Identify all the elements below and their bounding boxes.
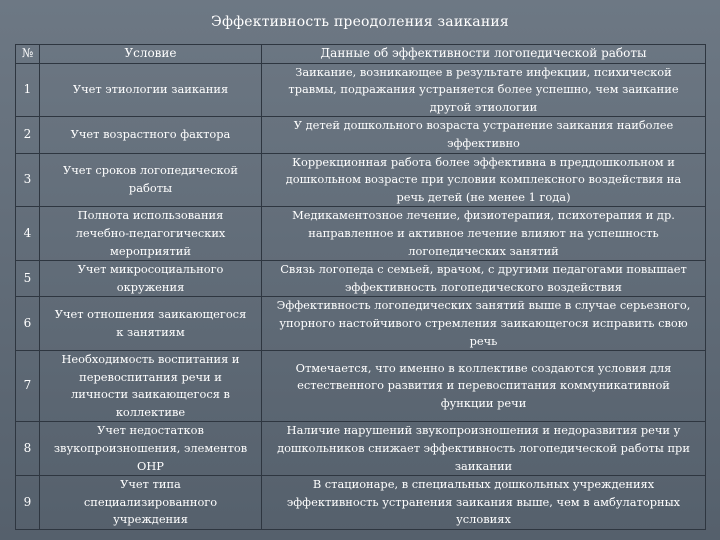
effectiveness-line: Эффективность логопедических занятий выше в случае серьезного, bbox=[276, 298, 691, 313]
effectiveness-line: эффективность логопедического воздействия bbox=[345, 279, 622, 294]
table-row bbox=[16, 153, 706, 207]
condition-line: Полнота использования bbox=[77, 208, 224, 223]
condition-line: перевоспитания речи и bbox=[79, 369, 222, 384]
effectiveness-line: естественного развития и перевоспитания коммуникативной bbox=[297, 378, 670, 393]
header-data: Данные об эффективности логопедической работы bbox=[262, 45, 706, 64]
condition-line: Учет возрастного фактора bbox=[70, 127, 231, 142]
effectiveness-line: речь детей (не менее 1 года) bbox=[396, 189, 571, 204]
row-number: 8 bbox=[16, 422, 40, 476]
effectiveness-line: логопедических занятий bbox=[408, 243, 559, 258]
condition-line: Учет типа bbox=[120, 477, 181, 492]
page-title: Эффективность преодоления заикания bbox=[211, 14, 509, 30]
effectiveness-cell bbox=[262, 351, 706, 422]
condition-line: работы bbox=[128, 180, 173, 195]
condition-line: Учет сроков логопедической bbox=[62, 163, 239, 178]
condition-cell bbox=[40, 261, 262, 297]
condition-line: учреждения bbox=[113, 512, 188, 527]
table-row bbox=[16, 351, 706, 422]
effectiveness-line: упорного настойчивого стремления заикающегося исправить свою bbox=[279, 315, 688, 330]
effectiveness-cell bbox=[262, 297, 706, 351]
effectiveness-line: Коррекционная работа более эффективна в преддошкольном и bbox=[292, 154, 675, 169]
condition-line: Учет отношения заикающегося bbox=[54, 307, 247, 322]
condition-cell bbox=[40, 207, 262, 261]
effectiveness-cell bbox=[262, 153, 706, 207]
condition-line: Учет этиологии заикания bbox=[72, 82, 229, 97]
row-number: 2 bbox=[16, 117, 40, 153]
condition-line: специализированного bbox=[83, 494, 218, 509]
table-header-row bbox=[16, 45, 706, 64]
row-number: 6 bbox=[16, 297, 40, 351]
effectiveness-line: эффективность устранения заикания выше, чем в амбулаторных bbox=[286, 494, 681, 509]
effectiveness-line: другой этиологии bbox=[429, 99, 538, 114]
effectiveness-cell bbox=[262, 261, 706, 297]
table-row bbox=[16, 207, 706, 261]
effectiveness-line: Заикание, возникающее в результате инфекции, психической bbox=[295, 64, 672, 79]
condition-line: Необходимость воспитания и bbox=[61, 352, 240, 367]
effectiveness-table bbox=[15, 44, 706, 530]
effectiveness-cell bbox=[262, 207, 706, 261]
condition-cell bbox=[40, 63, 262, 117]
effectiveness-cell bbox=[262, 476, 706, 530]
condition-line: личности заикающегося в bbox=[71, 387, 230, 402]
effectiveness-line: условиях bbox=[456, 512, 511, 527]
row-number: 7 bbox=[16, 351, 40, 422]
effectiveness-cell bbox=[262, 117, 706, 153]
row-number: 9 bbox=[16, 476, 40, 530]
effectiveness-line: эффективно bbox=[447, 135, 520, 150]
condition-cell bbox=[40, 476, 262, 530]
condition-line: окружения bbox=[116, 279, 185, 294]
condition-line: к занятиям bbox=[116, 324, 185, 339]
effectiveness-line: дошкольном возрасте при условии комплексного воздействия на bbox=[285, 172, 682, 187]
effectiveness-line: Медикаментозное лечение, физиотерапия, психотерапия и др. bbox=[292, 208, 675, 223]
effectiveness-line: травмы, подражания устраняется более успешно, чем заикание bbox=[288, 82, 679, 97]
effectiveness-cell bbox=[262, 422, 706, 476]
effectiveness-line: Связь логопеда с семьей, врачом, с другими педагогами повышает bbox=[280, 262, 687, 277]
row-number: 4 bbox=[16, 207, 40, 261]
condition-cell bbox=[40, 297, 262, 351]
condition-line: звукопроизношения, элементов bbox=[53, 441, 248, 456]
condition-line: Учет недостатков bbox=[97, 423, 204, 438]
table-row bbox=[16, 261, 706, 297]
table-row bbox=[16, 422, 706, 476]
effectiveness-line: речь bbox=[469, 333, 498, 348]
effectiveness-line: дошкольников снижает эффективность логопедической работы при bbox=[277, 441, 690, 456]
condition-cell bbox=[40, 153, 262, 207]
effectiveness-line: Наличие нарушений звукопроизношения и недоразвития речи у bbox=[286, 423, 681, 438]
condition-line: лечебно-педагогических bbox=[75, 225, 226, 240]
effectiveness-line: направленное и активное лечение влияют на успешность bbox=[308, 225, 659, 240]
row-number: 5 bbox=[16, 261, 40, 297]
row-number: 1 bbox=[16, 63, 40, 117]
condition-line: мероприятий bbox=[110, 243, 191, 258]
header-condition: Условие bbox=[40, 45, 262, 64]
table-row bbox=[16, 476, 706, 530]
condition-cell bbox=[40, 117, 262, 153]
effectiveness-line: Отмечается, что именно в коллективе создаются условия для bbox=[295, 360, 672, 375]
effectiveness-line: заикании bbox=[454, 458, 513, 473]
condition-cell bbox=[40, 351, 262, 422]
table-row bbox=[16, 297, 706, 351]
table-row bbox=[16, 63, 706, 117]
condition-cell bbox=[40, 422, 262, 476]
condition-line: Учет микросоциального bbox=[77, 262, 224, 277]
row-number: 3 bbox=[16, 153, 40, 207]
table-row bbox=[16, 117, 706, 153]
effectiveness-line: У детей дошкольного возраста устранение заикания наиболее bbox=[293, 118, 674, 133]
condition-line: ОНР bbox=[137, 458, 164, 473]
condition-line: коллективе bbox=[115, 404, 186, 419]
effectiveness-cell bbox=[262, 63, 706, 117]
effectiveness-line: В стационаре, в специальных дошкольных учреждениях bbox=[312, 477, 655, 492]
header-num: № bbox=[16, 45, 40, 64]
effectiveness-line: функции речи bbox=[440, 396, 527, 411]
